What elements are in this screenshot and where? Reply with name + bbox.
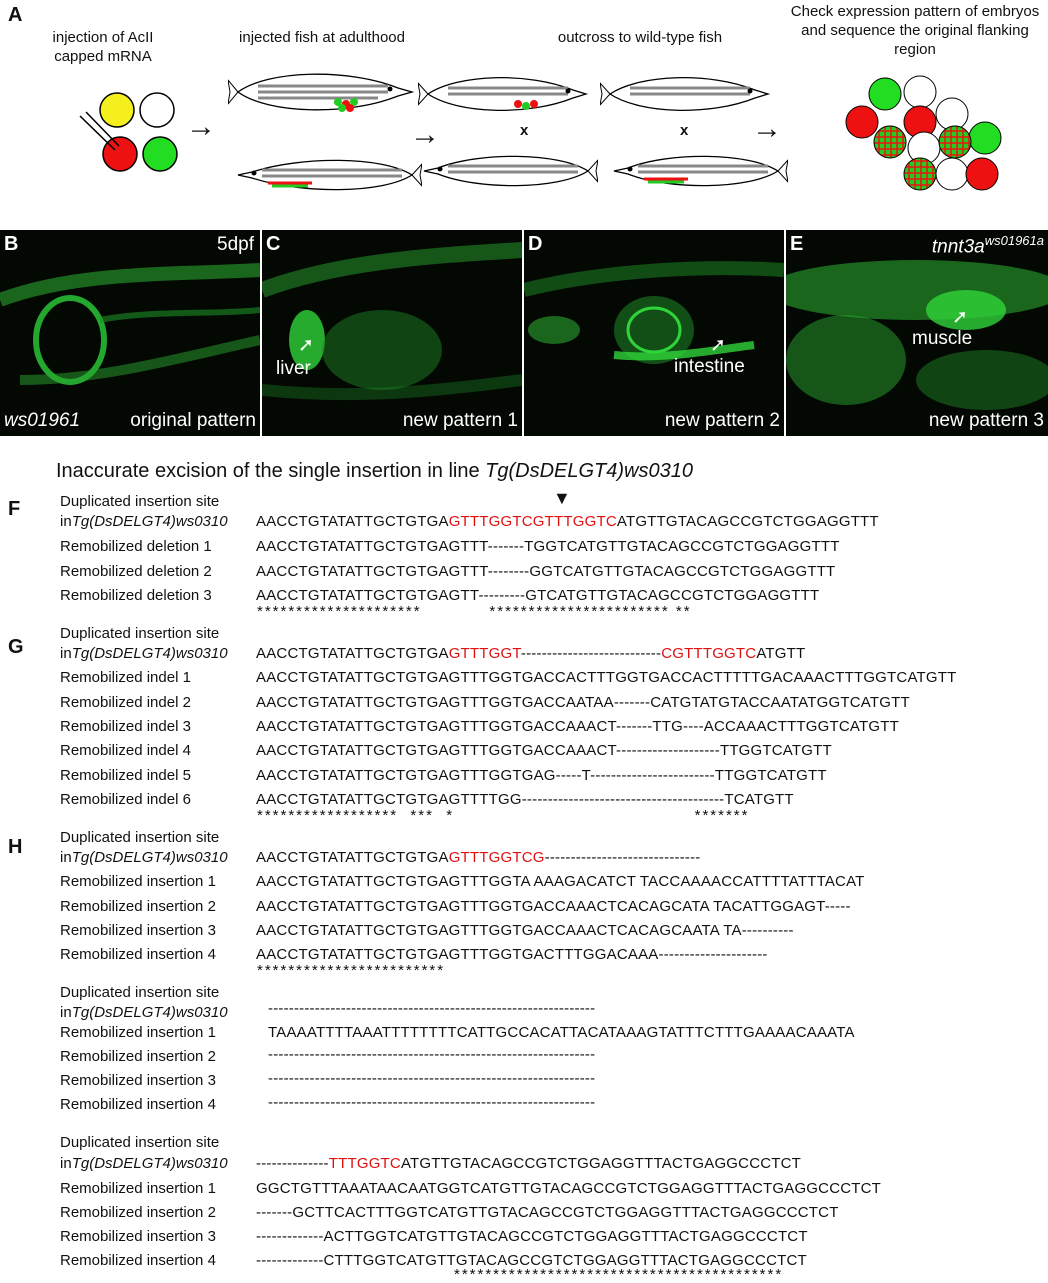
row-label: Remobilized insertion 2 [60,1204,216,1221]
row-sequence: -------------ACTTGGTCATGTTGTACAGCCGTCTGGAGGTTTACTGAGGCCCTCT [256,1228,808,1245]
row-sequence: AACCTGTATATTGCTGTGAGTTTGGTGACCAATAA-------CATGTATGTACCAATATGGTCATGTT [256,694,910,711]
site-sequence: AACCTGTATATTGCTGTGAGTTTGGTCGTTTGGTCATGTTGTACAGCCGTCTGGAGGTTT [256,513,879,530]
row-sequence: AACCTGTATATTGCTGTGAGTTTGGTA AAAGACATCT TACCAAAACCATTTTATTTACAT [256,873,865,890]
site-label: Duplicated insertion site [60,829,220,846]
site-sequence: --------------TTTGGTCATGTTGTACAGCCGTCTGGAGGTTTACTGAGGCCCTCT [256,1155,802,1172]
row-label: Remobilized insertion 3 [60,922,216,939]
fish-illustration [418,146,598,196]
site-label-line: inTg(DsDELGT4)ws0310 [60,1155,228,1172]
row-sequence: AACCTGTATATTGCTGTGAGTTT--------GGTCATGTTGTACAGCCGTCTGGAGGTTT [256,563,836,580]
panel-g-letter: G [8,636,24,658]
fish-illustration [232,150,422,200]
pattern-label: new pattern 1 [402,410,518,431]
row-sequence: AACCTGTATATTGCTGTGAGTTTGGTGACCAAACTCACAGCATA TACATTGGAGT----- [256,898,851,915]
gfp-image [524,230,784,436]
row-sequence: AACCTGTATATTGCTGTGAGTTTTGG---------------------------------------TCATGTT [256,791,794,808]
row-label: Remobilized insertion 3 [60,1228,216,1245]
embryo-cluster-illustration [840,74,1010,194]
site-sequence: AACCTGTATATTGCTGTGAGTTTGGT---------------------------CGTTTGGTCATGTT [256,645,806,662]
insertion-site-marker-icon: ▼ [553,488,571,508]
line-name: ws01961 [4,410,81,431]
egg-red [103,137,137,171]
panel-d-letter: D [528,233,543,255]
row-label: Remobilized insertion 4 [60,946,216,963]
tissue-label: liver [276,358,311,379]
row-sequence: AACCTGTATATTGCTGTGAGTTTGGTGACCAAACTCACAGCAATA TA---------- [256,922,794,939]
fish-illustration [608,146,788,196]
stage-label: 5dpf [217,234,254,255]
site-label: Duplicated insertion site [60,625,220,642]
site-label-line: inTg(DsDELGT4)ws0310 [60,645,228,662]
row-label: Remobilized insertion 4 [60,1096,216,1113]
site-label: Duplicated insertion site [60,1134,220,1151]
tissue-label: muscle [912,328,973,349]
site-label: Duplicated insertion site [60,984,220,1001]
row-sequence: -------GCTTCACTTTGGTCATGTTGTACAGCCGTCTGGAGGTTTACTGAGGCCCTCT [256,1204,839,1221]
row-sequence: --------------------------------------------------------------- [268,1094,596,1111]
row-sequence: AACCTGTATATTGCTGTGAGTT---------GTCATGTTGTACAGCCGTCTGGAGGTTT [256,587,820,604]
micro-panel-e [786,230,1048,436]
conservation-stars: ********************* *********************** ** [257,603,692,620]
egg-green [143,137,177,171]
row-label: Remobilized indel 4 [60,742,191,759]
fish-illustration [600,66,775,122]
arrow-icon: ➚ [298,335,314,356]
panel-b-letter: B [4,233,19,255]
site-label-line: inTg(DsDELGT4)ws0310 [60,849,228,866]
row-sequence: AACCTGTATATTGCTGTGAGTTTGGTGACCAAACT--------------------TTGGTCATGTT [256,742,832,759]
pattern-label: new pattern 2 [664,410,780,431]
gfp-image [0,230,260,436]
injected-eggs-illustration [70,88,200,188]
site-label: Duplicated insertion site [60,493,220,510]
step-check-text: Check expression pattern of embryos and sequence the original flanking region [790,3,1040,58]
fish-illustration [228,62,418,122]
row-label: Remobilized deletion 1 [60,538,212,555]
row-label: Remobilized insertion 1 [60,873,216,890]
row-sequence: -------------CTTTGGTCATGTTGTACAGCCGTCTGGAGGTTTACTGAGGCCCTCT [256,1252,807,1269]
egg-white [140,93,174,127]
row-sequence: AACCTGTATATTGCTGTGAGTTTGGTGAG-----T------------------------TTGGTCATGTT [256,767,827,784]
row-sequence: AACCTGTATATTGCTGTGAGTTTGGTGACCAAACT-------TTG----ACCAAACTTTGGTCATGTT [256,718,899,735]
conservation-stars: ****************** *** * ******* [257,807,750,824]
micro-panel-d [524,230,784,436]
panel-e-letter: E [790,233,804,255]
fish-illustration [418,66,593,122]
site-label-line: inTg(DsDELGT4)ws0310 [60,513,228,530]
cross-symbol: x [520,122,529,139]
site-sequence: --------------------------------------------------------------- [268,1000,596,1017]
row-label: Remobilized insertion 3 [60,1072,216,1089]
panel-h-letter: H [8,836,23,858]
row-label: Remobilized indel 3 [60,718,191,735]
arrow-icon: → [186,110,216,143]
row-label: Remobilized insertion 1 [60,1024,216,1041]
arrow-icon: ➚ [710,335,726,356]
row-sequence: TAAAATTTTAAATTTTTTTTCATTGCCACATTACATAAAGTATTTCTTTGAAAACAAATA [268,1024,855,1041]
arrow-icon: → [410,118,440,151]
panel-a-letter: A [8,4,23,26]
gfp-image [262,230,522,436]
row-label: Remobilized indel 2 [60,694,191,711]
tissue-label: intestine [674,356,745,377]
row-label: Remobilized indel 5 [60,767,191,784]
step-adulthood-text: injected fish at adulthood [239,29,405,46]
row-sequence: AACCTGTATATTGCTGTGAGTTTGGTGACTTTGGACAAA--------------------- [256,946,768,963]
cross-symbol: x [680,122,689,139]
row-sequence: --------------------------------------------------------------- [268,1046,596,1063]
step-outcross-text: outcross to wild-type fish [557,29,723,46]
row-label: Remobilized insertion 4 [60,1252,216,1269]
row-sequence: AACCTGTATATTGCTGTGAGTTTGGTGACCACTTTGGTGACCACTTTTTGACAAACTTTGGTCATGTT [256,669,957,686]
arrow-icon: ➚ [952,307,968,328]
row-sequence: GGCTGTTTAAATAACAATGGTCATGTTGTACAGCCGTCTGGAGGTTTACTGAGGCCCTCT [256,1180,882,1197]
pattern-label: new pattern 3 [928,410,1044,431]
conservation-stars: ************************ [257,962,446,979]
step-injection-text: injection of AcII capped mRNA [52,29,154,65]
panel-f-letter: F [8,498,21,520]
egg-yellow [100,93,134,127]
gene-label: $tnnt3a^{ws01961a}$ [931,233,1044,258]
row-label: Remobilized insertion 1 [60,1180,216,1197]
micro-panel-b [0,230,260,436]
row-sequence: --------------------------------------------------------------- [268,1070,596,1087]
pattern-label: original pattern [130,410,256,431]
micro-panel-c [262,230,522,436]
site-sequence: AACCTGTATATTGCTGTGAGTTTGGTCG------------------------------ [256,849,701,866]
panel-c-letter: C [266,233,281,255]
row-label: Remobilized indel 1 [60,669,191,686]
row-label: Remobilized deletion 2 [60,563,212,580]
site-label-line: inTg(DsDELGT4)ws0310 [60,1004,228,1021]
row-sequence: AACCTGTATATTGCTGTGAGTTT-------TGGTCATGTTGTACAGCCGTCTGGAGGTTT [256,538,840,555]
row-label: Remobilized insertion 2 [60,1048,216,1065]
conservation-stars: ****************************************** [454,1266,784,1283]
excision-heading: Inaccurate excision of the single insertion in line Tg(DsDELGT4)ws0310 [56,460,693,482]
row-label: Remobilized deletion 3 [60,587,212,604]
row-label: Remobilized insertion 2 [60,898,216,915]
arrow-icon: → [752,112,782,145]
row-label: Remobilized indel 6 [60,791,191,808]
